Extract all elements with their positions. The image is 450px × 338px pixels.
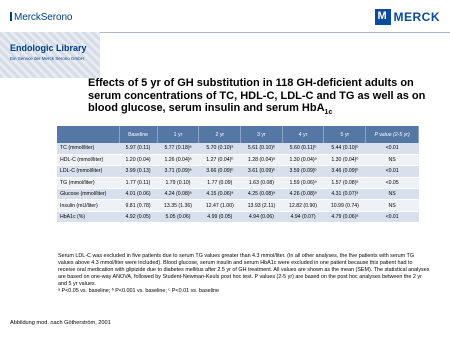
table-cell: 1.26 (0.04)ᵃ — [157, 154, 199, 165]
header-cell: 3 yr — [241, 126, 282, 143]
table-cell: 1.57 (0.08)ᵃ — [324, 177, 366, 188]
title-line-3: blood glucose, serum insulin and serum HbA$_{1c}$ — [88, 102, 333, 117]
row-label: TC (mmol/liter) — [57, 143, 119, 154]
table-cell: 1.59 (0.06)ᵃ — [282, 177, 324, 188]
table-cell: 3.99 (0.13) — [119, 166, 157, 177]
slide-title — [88, 77, 438, 120]
merck-logo-icon: M — [375, 9, 391, 25]
table-cell: 4.31 (0.07)ᵃ — [324, 189, 366, 200]
table-cell: 1.20 (0.04) — [119, 154, 157, 165]
table-cell: 5.05 (0.06) — [157, 211, 199, 222]
figure-caption: Abbildung mod. nach Götherström, 2001 — [10, 320, 111, 326]
title-line-1: Effects of 5 yr of GH substitution in 118 GH-deficient adults on — [88, 77, 414, 89]
table-cell: <0.01 — [366, 143, 419, 154]
table-cell: NS — [366, 200, 419, 211]
table-cell: 5.70 (0.10)ᵃ — [199, 143, 241, 154]
table-row — [57, 166, 419, 177]
table-cell: 5.97 (0.11) — [119, 143, 157, 154]
table-cell: <0.01 — [366, 166, 419, 177]
table-cell: 4.25 (0.08)ᵃ — [241, 189, 282, 200]
header-cell-empty — [57, 126, 119, 143]
table-row — [57, 154, 419, 165]
table-cell: 4.24 (0.08)ᵃ — [157, 189, 199, 200]
table-cell: 9.81 (0.78) — [119, 200, 157, 211]
table-cell: NS — [366, 189, 419, 200]
row-label: Insulin (mU/liter) — [57, 200, 119, 211]
results-table — [57, 126, 419, 223]
table-cell: 1.30 (0.04)ᵃ — [282, 154, 324, 165]
table-cell: 4.01 (0.06) — [119, 189, 157, 200]
library-subtitle: Ein Service der Merck Serono GmbH — [10, 56, 85, 61]
row-label: HDL-C (mmol/liter) — [57, 154, 119, 165]
header-cell: 2 yr — [199, 126, 241, 143]
table-cell: 4.26 (0.08)ᵃ — [282, 189, 324, 200]
table-cell: 4.94 (0.06) — [241, 211, 282, 222]
table-cell: 5.77 (0.18)ᵃ — [157, 143, 199, 154]
table-cell: 3.61 (0.09)ᵇ — [241, 166, 282, 177]
table-cell: 1.77 (0.11) — [119, 177, 157, 188]
table-row — [57, 189, 419, 200]
table-cell: 1.27 (0.04)ᵇ — [199, 154, 241, 165]
table-cell: 1.30 (0.04)ᵇ — [324, 154, 366, 165]
table-row — [57, 211, 419, 222]
table-header-row — [57, 126, 419, 143]
table-cell: 1.79 (0.10) — [157, 177, 199, 188]
row-label: HbA1c (%) — [57, 211, 119, 222]
top-brand-bar — [0, 0, 450, 32]
merck-serono-logo: MerckSerono — [10, 12, 72, 23]
table-cell: 5.44 (0.10)ᵇ — [324, 143, 366, 154]
table-row — [57, 200, 419, 211]
header-pattern-panel — [0, 32, 100, 78]
header-cell: Baseline — [119, 126, 157, 143]
table-notes — [58, 253, 430, 294]
merck-logo-group — [375, 8, 441, 24]
table-cell: 4.99 (0.05) — [199, 211, 241, 222]
table-cell: 5.61 (0.10)ᵇ — [241, 143, 282, 154]
table-cell: 1.77 (0.09) — [199, 177, 241, 188]
table-row — [57, 143, 419, 154]
notes-paragraph: Serum LDL-C was excluded in five patients due to serum TG values greater than 4.3 mmol/liter. (In all other analyses, the five patients with serum TG values above 4.3 mmol/liter were included). Blood glucose, serum insulin and serum HbA1c were excluded in one patient because this patient had to receive oral medication with glipizide due to diabetes mellitus after 2.5 yr of GH treatment. All values are shown as the mean (SEM). The statistical analyses are based on one-way ANOVA, followed by Student-Newman-Keuls post hoc test. P values (2-5 yr) are based on the post hoc analyses between the 2 yr and 5 yr values. — [58, 253, 430, 287]
table-cell: 4.15 (0.06)ᵃ — [199, 189, 241, 200]
library-title: Endologic Library — [10, 43, 87, 53]
table-cell: 4.92 (0.05) — [119, 211, 157, 222]
table-cell: 5.60 (0.11)ᵇ — [282, 143, 324, 154]
row-label: LDL-C (mmol/liter) — [57, 166, 119, 177]
table-cell: 1.63 (0.08) — [241, 177, 282, 188]
table-cell: 3.71 (0.09)ᵃ — [157, 166, 199, 177]
table-row — [57, 177, 419, 188]
header-cell: 4 yr — [282, 126, 324, 143]
table-body — [57, 143, 419, 223]
table-cell: 10.99 (0.74) — [324, 200, 366, 211]
header-cell: 5 yr — [324, 126, 366, 143]
table-cell: <0.01 — [366, 211, 419, 222]
row-label: TG (mmol/liter) — [57, 177, 119, 188]
table-cell: 13.35 (1.36) — [157, 200, 199, 211]
row-label: Glucose (mmol/liter) — [57, 189, 119, 200]
table-cell: 12.82 (0.90) — [282, 200, 324, 211]
header-cell: 1 yr — [157, 126, 199, 143]
merck-wordmark: MERCK — [393, 9, 440, 24]
table-cell: NS — [366, 154, 419, 165]
notes-footnote: ᵃ P<0.05 vs. baseline; ᵇ P<0.001 vs. baseline; ᶜ P<0.01 vs. baseline — [58, 287, 220, 294]
table-cell: <0.05 — [366, 177, 419, 188]
title-line-2: serum concentrations of TC, HDL-C, LDL-C and TG as well as on — [88, 89, 426, 102]
table-cell: 4.94 (0.07) — [282, 211, 324, 222]
header-cell: P value (2-5 yr) — [366, 126, 419, 143]
table-cell: 1.28 (0.04)ᵃ — [241, 154, 282, 165]
table-cell: 3.46 (0.09)ᵇ — [324, 166, 366, 177]
table-cell: 12.47 (1.00) — [199, 200, 241, 211]
table-cell: 3.66 (0.09)ᵇ — [199, 166, 241, 177]
table-cell: 13.93 (2.11) — [241, 200, 282, 211]
table-cell: 4.79 (0.06)ᵃ — [324, 211, 366, 222]
table-cell: 3.59 (0.09)ᵇ — [282, 166, 324, 177]
